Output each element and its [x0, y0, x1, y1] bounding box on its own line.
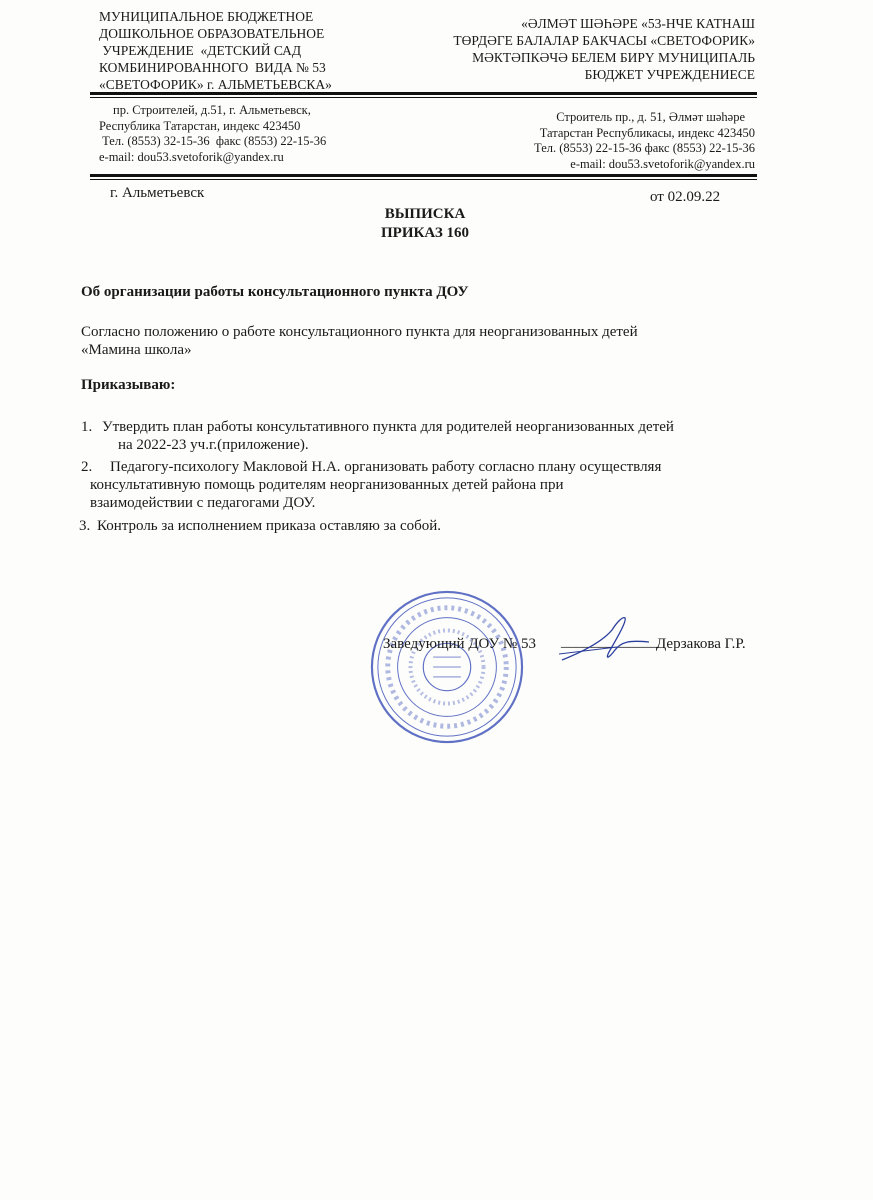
org-line: КОМБИНИРОВАННОГО ВИДА № 53	[99, 60, 326, 75]
header-right-address	[534, 110, 755, 172]
org-line: ДОШКОЛЬНОЕ ОБРАЗОВАТЕЛЬНОЕ	[99, 26, 325, 41]
address-rule-thin	[90, 179, 757, 180]
signature-name: Дерзакова Г.Р.	[656, 636, 746, 652]
item-text-line: консультативную помощь родителям неорганизованных детей района при	[90, 477, 564, 493]
item-number: 3.	[79, 518, 91, 534]
item-text-line: Педагогу-психологу Макловой Н.А. организовать работу согласно плану осуществляя	[110, 459, 662, 475]
item-number: 2.	[81, 459, 93, 475]
item-text-line: Утвердить план работы консультативного пункта для родителей неорганизованных детей	[102, 419, 674, 435]
doc-title: ВЫПИСКА	[384, 206, 466, 222]
header-left-address	[99, 103, 326, 165]
list-item	[81, 458, 661, 512]
org-line: БЮДЖЕТ УЧРЕЖДЕНИЕСЕ	[584, 67, 755, 82]
signature-line: _____________	[561, 634, 659, 650]
item-text-line: на 2022-23 уч.г.(приложение).	[118, 437, 309, 453]
date: от 02.09.22	[650, 189, 721, 205]
preamble-line: «Мамина школа»	[81, 342, 192, 358]
item-text-line: взаимодействии с педагогами ДОУ.	[90, 495, 316, 511]
order-title: ПРИКАЗ 160	[380, 225, 469, 241]
header-right-org	[453, 15, 755, 83]
handwritten-signature	[557, 612, 657, 672]
address-line: Тел. (8553) 22-15-36 факс (8553) 22-15-36	[534, 141, 755, 155]
address-line: Строитель пр., д. 51, Әлмәт шәһәре	[556, 110, 745, 124]
order-subject: Об организации работы консультационного пункта ДОУ	[81, 284, 469, 300]
header-rule-thick	[90, 92, 757, 95]
address-line: Тел. (8553) 32-15-36 факс (8553) 22-15-36	[99, 134, 327, 148]
preamble-line: Согласно положению о работе консультационного пункта для неорганизованных детей	[81, 324, 638, 340]
item-text-line: Контроль за исполнением приказа оставляю за собой.	[97, 518, 442, 534]
org-line: «СВЕТОФОРИК» г. АЛЬМЕТЬЕВСКА»	[99, 77, 332, 92]
org-line: ТӨРДӘГЕ БАЛАЛАР БАКЧАСЫ «СВЕТОФОРИК»	[453, 33, 755, 48]
address-line: пр. Строителей, д.51, г. Альметьевск,	[113, 103, 311, 117]
preamble	[81, 323, 638, 359]
list-item	[79, 517, 441, 535]
address-line: Республика Татарстан, индекс 423450	[99, 118, 301, 133]
signature-position: Заведующий ДОУ № 53	[383, 636, 536, 652]
header-rule-thin	[90, 97, 757, 98]
header-left-org	[99, 8, 332, 93]
item-number: 1.	[81, 419, 93, 435]
address-line: e-mail: dou53.svetoforik@yandex.ru	[99, 149, 284, 164]
org-line: «ӘЛМӘТ ШӘҺӘРЕ «53-НЧЕ КАТНАШ	[521, 16, 755, 31]
order-word: Приказываю:	[81, 377, 176, 393]
address-line: e-mail: dou53.svetoforik@yandex.ru	[570, 156, 755, 171]
org-line: МӘКТӘПКӘЧӘ БЕЛЕМ БИРҮ МУНИЦИПАЛЬ	[472, 50, 755, 65]
address-rule-thick	[90, 174, 757, 177]
org-line: МУНИЦИПАЛЬНОЕ БЮДЖЕТНОЕ	[99, 9, 314, 24]
list-item	[81, 418, 674, 454]
address-line: Татарстан Республикасы, индекс 423450	[539, 125, 755, 140]
place: г. Альметьевск	[110, 185, 205, 201]
official-stamp	[368, 588, 526, 746]
org-line: УЧРЕЖДЕНИЕ «ДЕТСКИЙ САД	[99, 43, 302, 58]
